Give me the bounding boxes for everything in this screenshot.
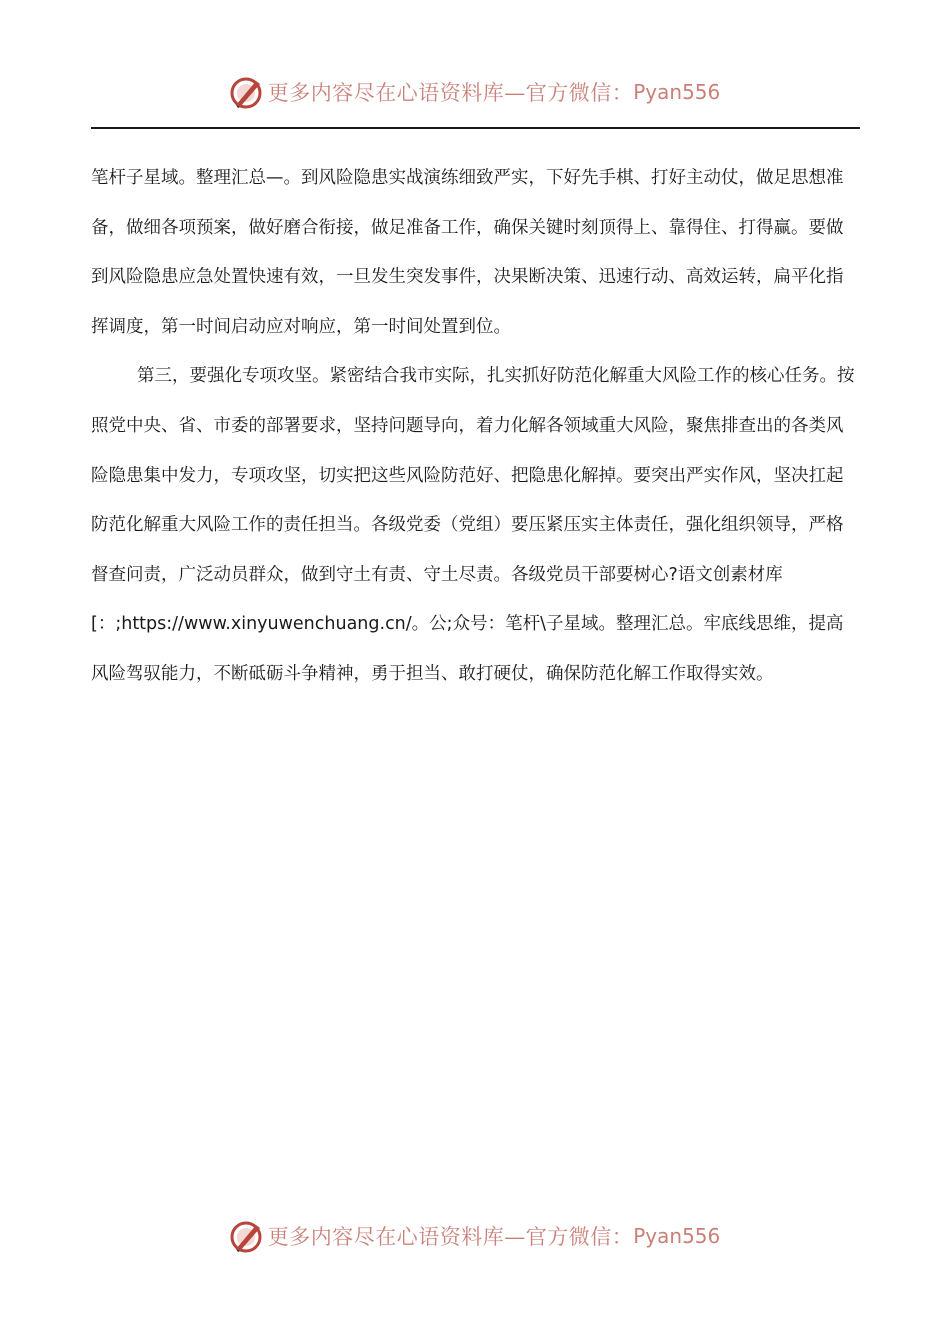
paragraph-line: 笔杆子星域。整理汇总—。到风险隐患实战演练细致严实，下好先手棋、打好主动仗，做足思想准 xyxy=(91,168,844,188)
paragraph-line: 挥调度，第一时间启动应对响应，第一时间处置到位。 xyxy=(91,316,511,337)
header-divider xyxy=(91,127,860,129)
promo-text: 更多内容尽在心语资料库—官方微信： xyxy=(267,1225,634,1249)
paragraph-line: 第三，要强化专项攻坚。紧密结合我市实际，扎实抓好防范化解重大风险工作的核心任务。按 xyxy=(137,366,855,387)
paragraph-line: 防范化解重大风险工作的责任担当。各级党委（党组）要压紧压实主体责任，强化组织领导，严格 xyxy=(91,515,844,536)
header-banner xyxy=(0,72,950,112)
pen-logo-icon xyxy=(230,1219,264,1253)
paragraph-line: 风险驾驭能力，不断砥砺斗争精神，勇于担当、敢打硬仗，确保防范化解工作取得实效。 xyxy=(91,663,774,684)
footer-banner xyxy=(0,1216,950,1256)
paragraph-line: 到风险隐患应急处置快速有效，一旦发生突发事件，决果断决策、迅速行动、高效运转，扁平化指 xyxy=(91,267,844,288)
wechat-id: Pyan556 xyxy=(633,1224,721,1248)
promo-text: 更多内容尽在心语资料库—官方微信： xyxy=(267,81,634,105)
pen-logo-icon xyxy=(230,75,264,109)
paragraph-line: 险隐患集中发力，专项攻坚，切实把这些风险防范好、把隐患化解掉。要突出严实作风，坚决扛起 xyxy=(91,465,844,486)
document-body xyxy=(91,158,861,704)
paragraph-line: 照党中央、省、市委的部署要求，坚持问题导向，着力化解各领域重大风险，聚焦排查出的各类风 xyxy=(91,415,844,436)
paragraph-line: [：;https://www.xinyuwenchuang.cn/。公;众号：笔杆\子星域。整理汇总。牢底线思维，提高 xyxy=(91,614,844,635)
paragraph-line: 督查问责，广泛动员群众，做到守土有责、守土尽责。各级党员干部要树心?语文创素材库 xyxy=(91,564,783,585)
wechat-id: Pyan556 xyxy=(633,80,721,104)
paragraph-line: 备，做细各项预案，做好磨合衔接，做足准备工作，确保关键时刻顶得上、靠得住、打得赢。要做 xyxy=(91,217,844,238)
